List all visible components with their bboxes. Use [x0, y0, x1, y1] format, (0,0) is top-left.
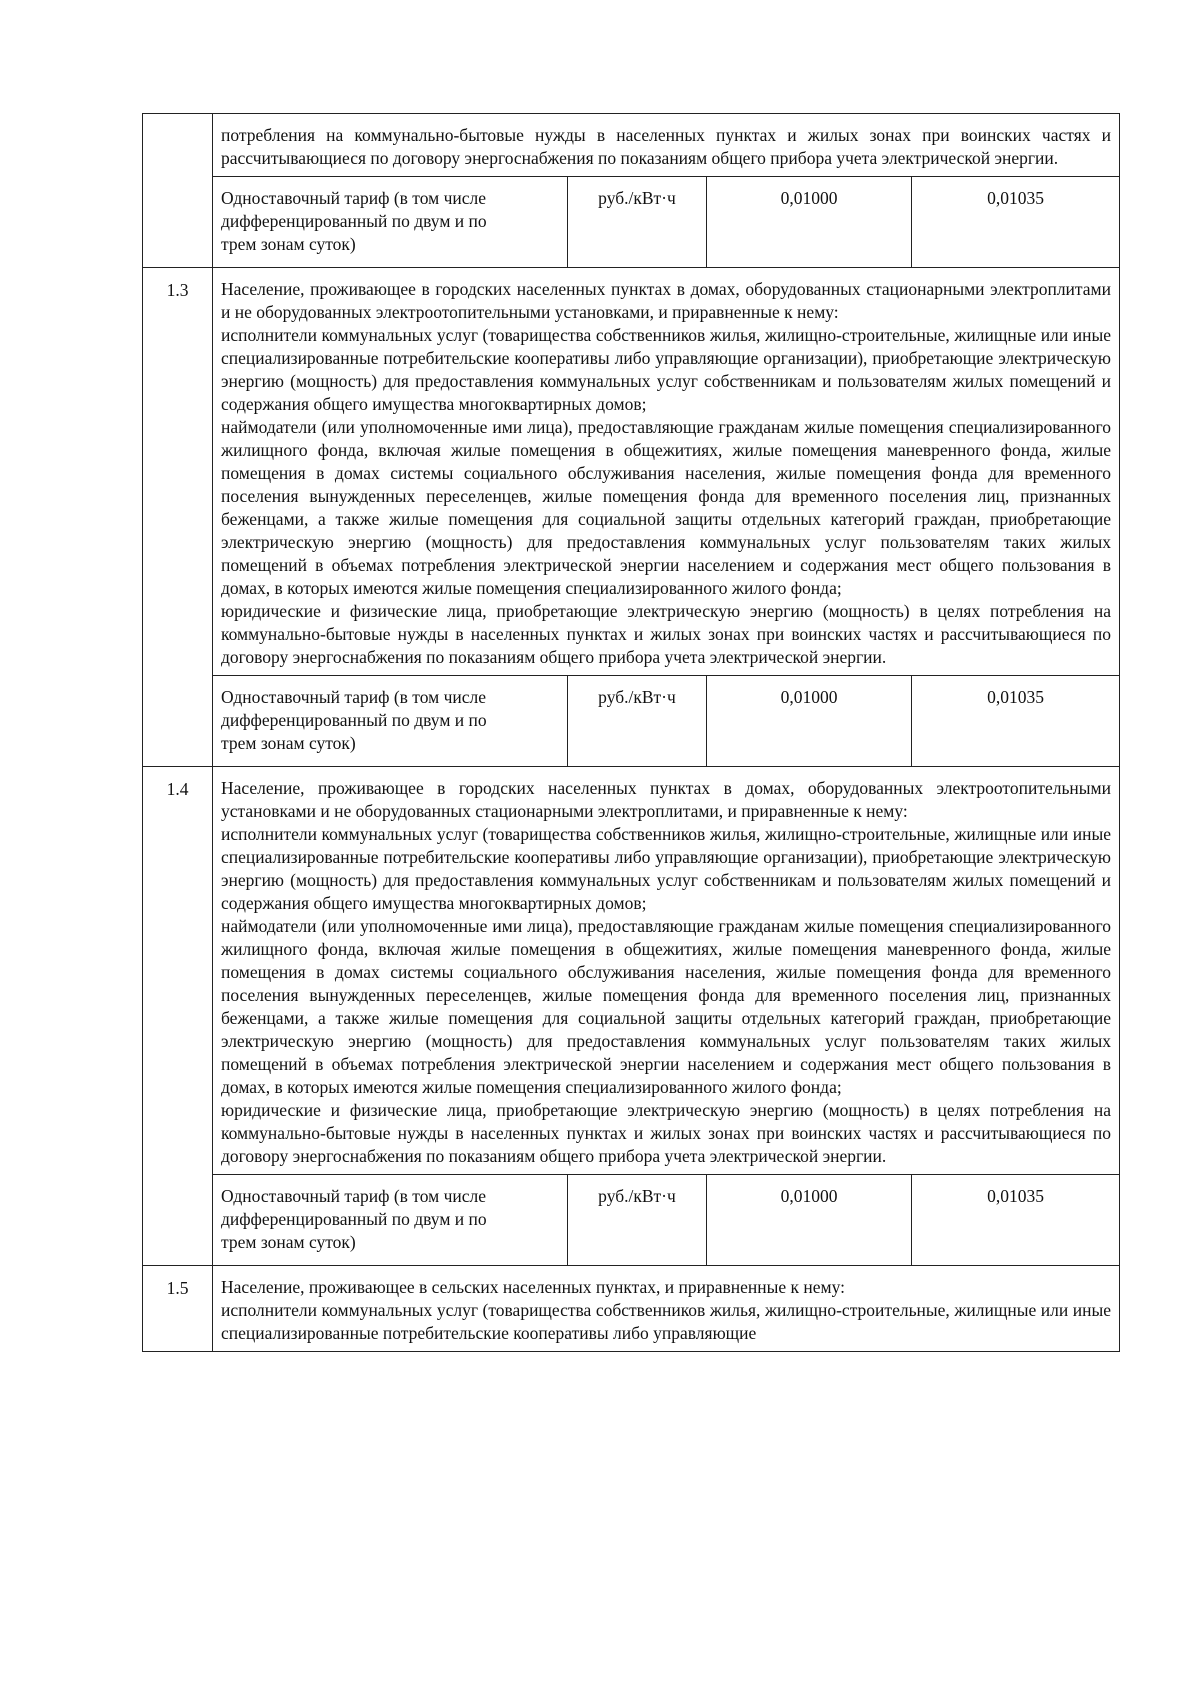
section-number: [143, 114, 213, 268]
section-number: 1.3: [143, 268, 213, 767]
description-paragraph: наймодатели (или уполномоченные ими лица), предоставляющие гражданам жилые помещения специализированного жилищного фонда, включая жилые помещения в общежитиях, жилые помещения маневренного фонда, жилые помещения в домах системы социального обслуживания населения, жилые помещения фонда для временного поселения вынужденных переселенцев, жилые помещения фонда для временного поселения лиц, признанных беженцами, а также жилые помещения для социальной защиты отдельных категорий граждан, приобретающие электрическую энергию (мощность) для предоставления коммунальных услуг пользователям таких жилых помещений в объемах потребления электрической энергии населением и содержания мест общего пользования в домах, в которых имеются жилые помещения специализированного жилого фонда;: [221, 417, 1111, 598]
tariff-value-2: 0,01035: [912, 177, 1120, 268]
description-paragraph: исполнители коммунальных услуг (товарищества собственников жилья, жилищно-строительные, жилищные или иные специализированные потребительские кооперативы либо управляющие организации), приобретающие электрическую энергию (мощность) для предоставления коммунальных услуг собственникам и пользователям жилых помещений и содержания общего имущества многоквартирных домов;: [221, 325, 1111, 414]
description-paragraph: потребления на коммунально-бытовые нужды в населенных пунктах и жилых зонах при воинских частях и рассчитывающиеся по договору энергоснабжения по показаниям общего прибора учета электрической энергии.: [221, 125, 1111, 168]
section-row-1-5: [143, 1266, 1120, 1352]
tariff-value-2: 0,01035: [912, 676, 1120, 767]
tariff-unit: руб./кВт·ч: [568, 676, 707, 767]
section-description: [213, 114, 1120, 177]
tariff-name: [213, 1175, 568, 1266]
description-paragraph: юридические и физические лица, приобретающие электрическую энергию (мощность) в целях потребления на коммунально-бытовые нужды в населенных пунктах и жилых зонах при воинских частях и рассчитывающиеся по договору энергоснабжения по показаниям общего прибора учета электрической энергии.: [221, 1100, 1111, 1166]
tariff-table: [142, 113, 1120, 1352]
tariff-value-1: 0,01000: [707, 177, 912, 268]
tariff-name-text: Одноставочный тариф (в том числе дифференцированный по двум и по трем зонам суток): [221, 188, 487, 254]
tariff-name-text: Одноставочный тариф (в том числе дифференцированный по двум и по трем зонам суток): [221, 687, 487, 753]
description-paragraph: исполнители коммунальных услуг (товарищества собственников жилья, жилищно-строительные, жилищные или иные специализированные потребительские кооперативы либо управляющие: [221, 1300, 1111, 1343]
tariff-name: [213, 177, 568, 268]
tariff-row: [143, 177, 1120, 268]
tariff-value-1: 0,01000: [707, 676, 912, 767]
description-paragraph: юридические и физические лица, приобретающие электрическую энергию (мощность) в целях потребления на коммунально-бытовые нужды в населенных пунктах и жилых зонах при воинских частях и рассчитывающиеся по договору энергоснабжения по показаниям общего прибора учета электрической энергии.: [221, 601, 1111, 667]
tariff-name-text: Одноставочный тариф (в том числе дифференцированный по двум и по трем зонам суток): [221, 1186, 487, 1252]
description-paragraph: Население, проживающее в сельских населенных пунктах, и приравненные к нему:: [221, 1277, 846, 1297]
tariff-unit: руб./кВт·ч: [568, 1175, 707, 1266]
section-number: 1.5: [143, 1266, 213, 1352]
tariff-value-2: 0,01035: [912, 1175, 1120, 1266]
section-row-continuation: [143, 114, 1120, 177]
tariff-row: [143, 676, 1120, 767]
tariff-row: [143, 1175, 1120, 1266]
tariff-unit: руб./кВт·ч: [568, 177, 707, 268]
description-paragraph: Население, проживающее в городских населенных пунктах в домах, оборудованных стационарными электроплитами и не оборудованных электроотопительными установками, и приравненные к нему:: [221, 279, 1111, 322]
section-row-1-4: [143, 767, 1120, 1175]
section-description: [213, 268, 1120, 676]
description-paragraph: исполнители коммунальных услуг (товарищества собственников жилья, жилищно-строительные, жилищные или иные специализированные потребительские кооперативы либо управляющие организации), приобретающие электрическую энергию (мощность) для предоставления коммунальных услуг собственникам и пользователям жилых помещений и содержания общего имущества многоквартирных домов;: [221, 824, 1111, 913]
section-description: [213, 1266, 1120, 1352]
section-row-1-3: [143, 268, 1120, 676]
tariff-value-1: 0,01000: [707, 1175, 912, 1266]
description-paragraph: наймодатели (или уполномоченные ими лица), предоставляющие гражданам жилые помещения специализированного жилищного фонда, включая жилые помещения в общежитиях, жилые помещения маневренного фонда, жилые помещения в домах системы социального обслуживания населения, жилые помещения фонда для временного поселения вынужденных переселенцев, жилые помещения фонда для временного поселения лиц, признанных беженцами, а также жилые помещения для социальной защиты отдельных категорий граждан, приобретающие электрическую энергию (мощность) для предоставления коммунальных услуг пользователям таких жилых помещений в объемах потребления электрической энергии населением и содержания мест общего пользования в домах, в которых имеются жилые помещения специализированного жилого фонда;: [221, 916, 1111, 1097]
tariff-name: [213, 676, 568, 767]
section-description: [213, 767, 1120, 1175]
section-number: 1.4: [143, 767, 213, 1266]
description-paragraph: Население, проживающее в городских населенных пунктах в домах, оборудованных электроотопительными установками и не оборудованных стационарными электроплитами, и приравненные к нему:: [221, 778, 1111, 821]
